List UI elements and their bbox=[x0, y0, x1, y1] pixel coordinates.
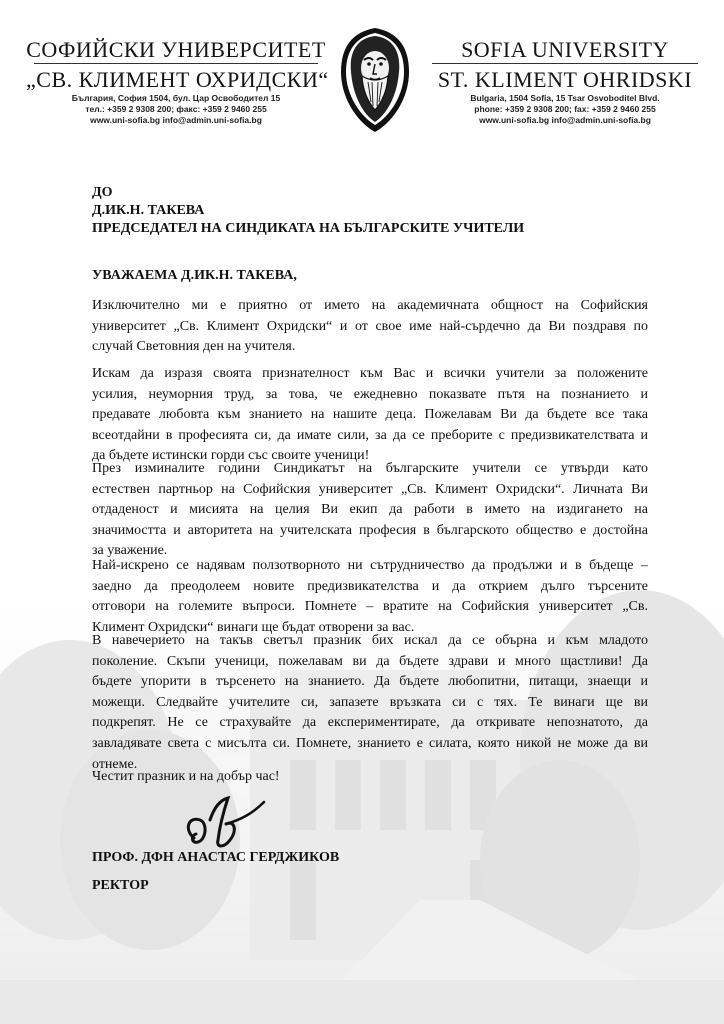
text-line: поколение. Скъпи ученици, пожелавам ви да бъдете здрави и много щастливи! Да bbox=[92, 653, 648, 669]
text-line: за уважение. bbox=[92, 543, 168, 559]
recipient-block bbox=[92, 184, 652, 238]
text-line: предавате любовта към знанието на нашите деца. Пожелавам Ви да бъдете все така bbox=[92, 407, 648, 423]
recipient-position: ПРЕДСЕДАТЕЛ НА СИНДИКАТА НА БЪЛГАРСКИТЕ УЧИТЕЛИ bbox=[92, 221, 525, 236]
web-bg: www.uni-sofia.bg info@admin.uni-sofia.bg bbox=[90, 115, 262, 125]
text-line: Искам да изразя своята признателност към Вас и всички учители за положените bbox=[92, 366, 648, 381]
handwritten-signature-icon bbox=[180, 790, 280, 856]
text-line: да бъдете истински горди със своите ученици! bbox=[92, 448, 370, 464]
closing-line: Честит празник и на добър час! bbox=[92, 769, 280, 784]
text-line: Най-искрено се надявам ползотворното ни сътрудничество да продължи и в бъдеще – bbox=[92, 558, 648, 573]
text-line: бъдете упорити в търсенето на знанието. Да бъдете любопитни, питащи, знаещи и bbox=[92, 674, 648, 690]
paragraph-1 bbox=[92, 296, 648, 358]
text-line: заедно да преодолеем новите предизвикателства и да открием дълго търсените bbox=[92, 578, 648, 594]
signatory-name: ПРОФ. ДФН АНАСТАС ГЕРДЖИКОВ bbox=[92, 850, 340, 865]
university-name-en-line1: SOFIA UNIVERSITY bbox=[461, 37, 669, 62]
web-en: www.uni-sofia.bg info@admin.uni-sofia.bg bbox=[479, 115, 651, 125]
text-line: значимостта и авторитета на учителската професия в българското общество е достойна bbox=[92, 522, 648, 538]
text-line: През изминалите години Синдикатът на българските учители се утвърди като bbox=[92, 461, 648, 476]
university-name-bg-line2: „СВ. КЛИМЕНТ ОХРИДСКИ“ bbox=[26, 67, 329, 92]
address-en: Bulgaria, 1504 Sofia, 15 Tsar Osvoboditel Blvd. bbox=[470, 93, 660, 103]
salutation: УВАЖАЕМА Д.ИК.Н. ТАКЕВА, bbox=[92, 268, 297, 283]
recipient-to: ДО bbox=[92, 185, 113, 200]
text-line: завладявате света с мисълта си. Помнете, знанието е силата, която никой не може да ви bbox=[92, 735, 648, 751]
paragraph-3 bbox=[92, 459, 648, 562]
text-line: отдаденост и мисията на целия Ви екип да работи в името на издигането на bbox=[92, 502, 648, 518]
text-line: можещи. Следвайте учителите си, запазете връзката си с тях. Те винаги ще ви bbox=[92, 694, 648, 710]
university-name-bg-line1: СОФИЙСКИ УНИВЕРСИТЕТ bbox=[26, 37, 326, 62]
text-line: отговори на големите въпроси. Помнете – вратите на Софийския университет „Св. bbox=[92, 599, 648, 615]
header-university-bg bbox=[26, 37, 329, 126]
saint-kliment-emblem-icon bbox=[337, 26, 413, 134]
address-bg: България, София 1504, бул. Цар Освободител 15 bbox=[71, 93, 281, 103]
recipient-name: Д.ИК.Н. ТАКЕВА bbox=[92, 203, 205, 218]
text-line: Климент Охридски“ винаги ще бъдат отворени за вас. bbox=[92, 619, 415, 635]
text-line: Изключително ми е приятно от името на академичната общност на Софийския bbox=[92, 298, 648, 313]
paragraph-2 bbox=[92, 364, 648, 467]
phones-bg: тел.: +359 2 9308 200; факс: +359 2 9460 255 bbox=[85, 104, 267, 114]
header-divider bbox=[34, 63, 318, 64]
text-line: университет „Св. Климент Охридски“ и от свое име най-сърдечно да Ви поздравя по bbox=[92, 318, 648, 334]
header-university-en bbox=[424, 38, 706, 126]
header-divider bbox=[432, 63, 698, 64]
text-line: случай Световния ден на учителя. bbox=[92, 339, 296, 355]
phones-en: phone: +359 2 9308 200; fax: +359 2 9460 255 bbox=[474, 104, 656, 114]
text-line: подкрепят. Не се страхувайте да експериментирате, да откривате непознатото, да bbox=[92, 715, 648, 731]
university-name-en-line2: ST. KLIMENT OHRIDSKI bbox=[437, 67, 693, 92]
paragraph-5 bbox=[92, 631, 648, 775]
signatory-title: РЕКТОР bbox=[92, 878, 149, 893]
paragraph-4 bbox=[92, 556, 648, 638]
text-line: В навечерието на такъв светъл празник бих искал да се обърна и към младото bbox=[92, 633, 648, 648]
text-line: естествен партньор на Софийския университет „Св. Климент Охридски“. Личната Ви bbox=[92, 481, 648, 497]
text-line: всеотдайни в професията си, да имате сили, за да се преборите с предизвикателствата и bbox=[92, 427, 648, 443]
text-line: отнеме. bbox=[92, 756, 138, 772]
text-line: усилия, неуморния труд, за това, че ежедневно показвате пътя на познанието и bbox=[92, 386, 648, 402]
